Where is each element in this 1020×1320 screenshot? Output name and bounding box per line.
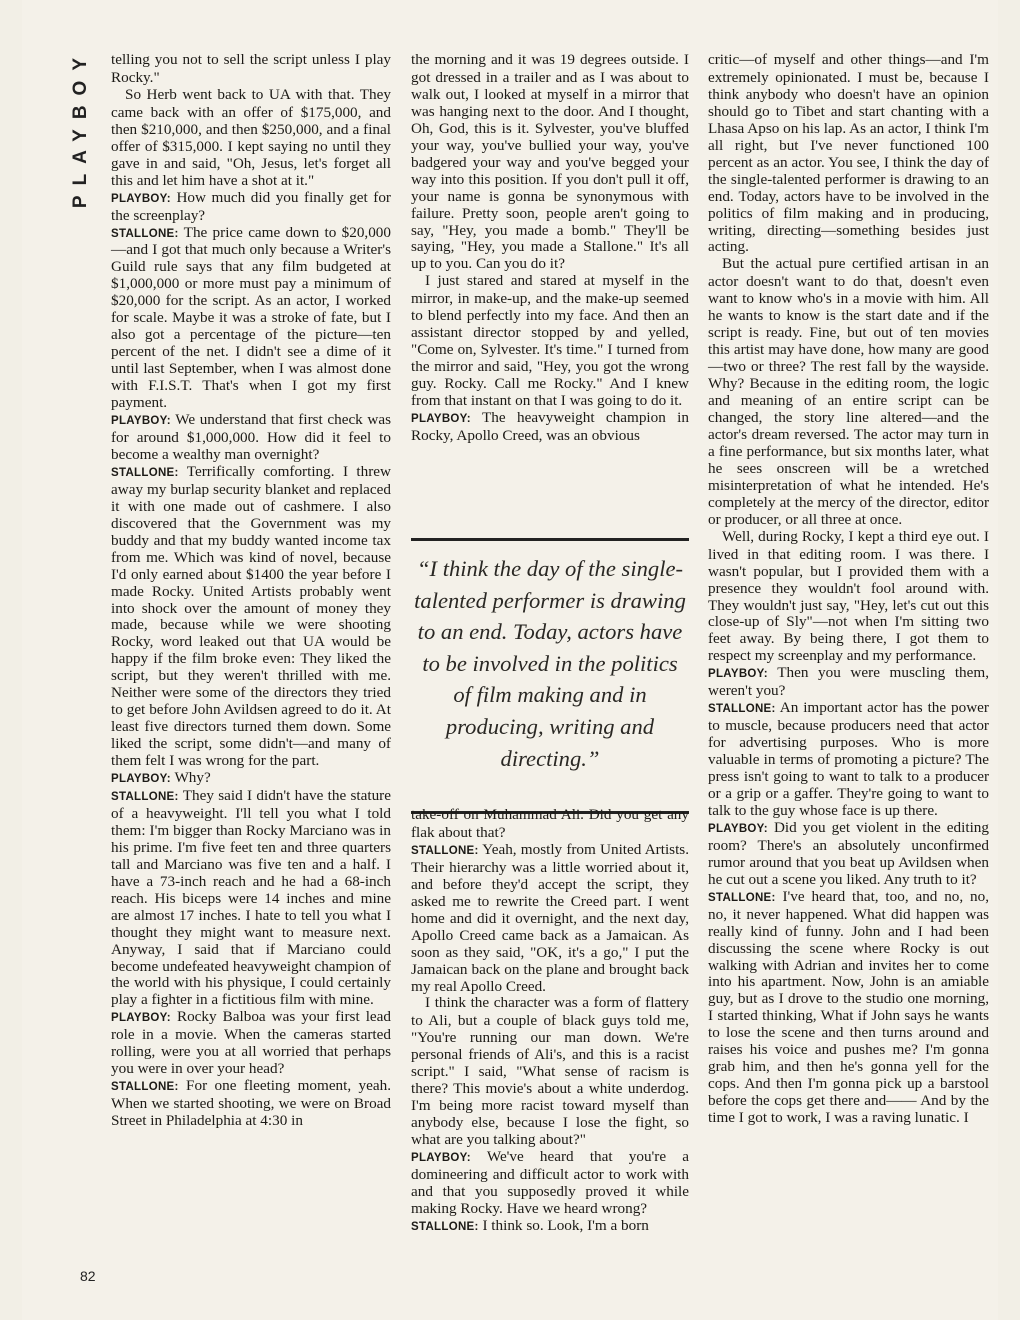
- column-2-top: [411, 52, 689, 445]
- paragraph: PLAYBOY: Rocky Balboa was your first lead role in a movie. When the cameras started rolling, were you at all worried that perhaps you were in over your head?: [111, 1008, 391, 1078]
- paragraph: PLAYBOY: We understand that first check was for around $1,000,000. How did it feel to become a wealthy man overnight?: [111, 411, 391, 463]
- magazine-runner: PLAYBOY: [70, 48, 91, 209]
- paragraph: STALLONE: An important actor has the power to muscle, because producers need that actor for advertising purposes. Who is more valuable in terms of promoting a picture? The press isn't going to want to talk to a producer or a grip or a gaffer. They're going to want to talk to the guy whose face is up there.: [708, 699, 989, 819]
- paragraph: PLAYBOY: Why?: [111, 769, 211, 787]
- paragraph: So Herb went back to UA with that. They came back with an offer of $175,000, and then $210,000, and then $250,000, and a final offer of $315,000. I kept saying no until they gave in and said, "Oh, Jesus, let's forget all this and let him have a shot at it.": [111, 85, 391, 189]
- pull-quote-text: “I think the day of the single-talented performer is drawing to an end. Today, actors have to be involved in the politics of film making and in producing, writing and directing.”: [414, 556, 686, 771]
- paragraph: PLAYBOY: Did you get violent in the editing room? There's an absolutely unconfirmed rumor around that you beat up Avildsen when he cut out a scene you liked. Any truth to it?: [708, 818, 989, 888]
- paragraph: PLAYBOY: Then you were muscling them, weren't you?: [708, 664, 989, 700]
- magazine-page: [22, 0, 998, 1320]
- paragraph: STALLONE: They said I didn't have the stature of a heavyweight. I'll tell you what I told them: I'm bigger than Rocky Marciano was in his prime. I'm five feet ten and three quarters tall and Marciano was five ten and a half. I have a 73-inch reach and he had a 68-inch reach. His biceps were 14 inches and mine are almost 17 inches. I hate to tell you what I thought they might want to measure next. Anyway, I said that if Marciano could become undefeated heavyweight champion of the world with his physique, I could certainly play a fighter in a fictitious film with mine.: [111, 786, 391, 1009]
- paragraph: telling you not to sell the script unless I play Rocky.": [111, 51, 391, 86]
- paragraph: But the actual pure certified artisan in an actor doesn't want to do that, doesn't even want to know who's in a movie with him. All he wants to know is the start date and if the script is ready. Fine, but out of ten movies this artist may have done, how many are good—two or three? The rest fall by the wayside. Why? Because in the editing room, the logic and meaning of an entire script can be changed, the story line altered—and the actor's dream reversed. The actor may turn in a fine performance, but six months later, what he sees onscreen will be a wretched misinterpretation of what he intended. He's completely at the mercy of the director, editor or producer, or all three at once.: [708, 255, 989, 528]
- paragraph: I think the character was a form of flattery to Ali, but a couple of black guys told me, "You're running our man down. We're personal friends of Ali's, and this is a racist script." I said, "What sense of racism is there? This movie's about a white underdog. I'm being more racist toward myself than anybody else, because I lose the fight, so what are you talking about?": [411, 994, 689, 1149]
- paragraph: STALLONE: For one fleeting moment, yeah. When we started shooting, we were on Broad Street in Philadelphia at 4:30 in: [111, 1077, 392, 1130]
- paragraph: STALLONE: I think so. Look, I'm a born: [411, 1216, 649, 1234]
- paragraph: Well, during Rocky, I kept a third eye out. I lived in that editing room. I was there. I wasn't popular, but I provided them with a presence they wouldn't fool around with. They wouldn't just say, "Hey, let's cut out this close-up of Sly"—not when I'm sitting two feet away. By being there, I got them to respect my screenplay and my performance.: [708, 527, 989, 665]
- column-2-bottom: [411, 807, 689, 1236]
- paragraph: PLAYBOY: We've heard that you're a domineering and difficult actor to work with and that you supposedly proved it while making Rocky. Have we heard wrong?: [411, 1148, 689, 1217]
- paragraph: I just stared and stared at myself in the mirror, in make-up, and the make-up seemed to blend perfectly into my face. And then an assistant director stopped by and yelled, "Come on, Sylvester. It's time." I turned from the mirror and said, "Hey, you got the wrong guy. Rocky. Call me Rocky." And I knew from that instant on that I was going to do it.: [411, 272, 689, 410]
- paragraph: PLAYBOY: How much did you finally get for the screenplay?: [111, 188, 391, 224]
- paragraph: critic—of myself and other things—and I'm extremely opinionated. I must be, because I think anybody who doesn't have an opinion should go to Tibet and start chanting with a Lhasa Apso on his lap. As an actor, I think I'm all right, but I've never functioned 100 percent as an actor. You see, I think the day of the single-talented performer is drawing to an end. Today, actors have to be involved in the politics of film making and in producing, writing, directing—something besides just acting.: [708, 51, 989, 256]
- paragraph: take-off on Muhammad Ali. Did you get any flak about that?: [411, 806, 689, 841]
- pull-quote: [411, 538, 689, 814]
- paragraph: PLAYBOY: The heavyweight champion in Rocky, Apollo Creed, was an obvious: [411, 409, 689, 444]
- paragraph: STALLONE: I've heard that, too, and no, no, no, it never happened. What did happen was really kind of funny. John and I had been discussing the scene where Rocky is out walking with Adrian and invites her to come into his apartment. Now, John is an amiable guy, but as I drove to the studio one morning, I started thinking, What if John says he wants to lose the scene and then turns around and raises his voice and pushes me? I'm gonna grab him, and then he's gonna yell for the cops. And then I'm gonna pick up a barstool before the cops get there and—— And by the time I got to work, I was a raving lunatic. I: [708, 887, 990, 1127]
- column-3: [708, 52, 989, 1127]
- paragraph: STALLONE: Terrifically comforting. I threw away my burlap security blanket and replaced it with one made out of cashmere. I also discovered that the Government was my buddy and that my buddy wanted income tax from me. Which was kind of novel, because I'd only earned about $1400 the year before I made Rocky. United Artists probably went into shock over the amount of money they made, because while we were shooting Rocky, word leaked out that UA would be happy if the film broke even: They liked the script, but they weren't thrilled with me. Neither were some of the directors they tried to get before John Avildsen agreed to do it. At least five directors turned them down. Some liked the script, some didn't—and many of them felt I was wrong for the part.: [111, 462, 391, 770]
- paragraph: STALLONE: Yeah, mostly from United Artists. Their hierarchy was a little worried about it, and before they'd accept the script, they asked me to rewrite the Creed part. I went home and did it overnight, and the next day, Apollo Creed came back as a Jamaican. As soon as they said, "OK, it's a go," I put the Jamaican back on the plane and brought back my real Apollo Creed.: [411, 840, 689, 995]
- column-1: [111, 52, 391, 1130]
- paragraph: STALLONE: The price came down to $20,000—and I got that much only because a Writer's Guild rule says that any film budgeted at $1,000,000 or more must pay a minimum of $20,000 for the script. As an actor, I worked for scale. Maybe it was a stroke of fate, but I also got a percentage of the picture—ten percent of the net. I didn't see a dime of it until last September, when I was almost done with F.I.S.T. That's when I got my first payment.: [111, 223, 391, 412]
- paragraph: the morning and it was 19 degrees outside. I got dressed in a trailer and as I was about to walk out, I looked at myself in a mirror that was hanging next to the door. And I thought, Oh, God, this is it. Sylvester, you've bluffed your way, you've bullied your way, you've badgered your way and you've begged your way into this position. If you don't pull it off, your name is gonna be synonymous with failure. Pretty soon, people aren't going to say, "Hey, you made a bomb." They'll be saying, "Hey, you made a Stallone." It's all up to you. Can you do it?: [411, 51, 689, 273]
- page-number: 82: [80, 1268, 96, 1284]
